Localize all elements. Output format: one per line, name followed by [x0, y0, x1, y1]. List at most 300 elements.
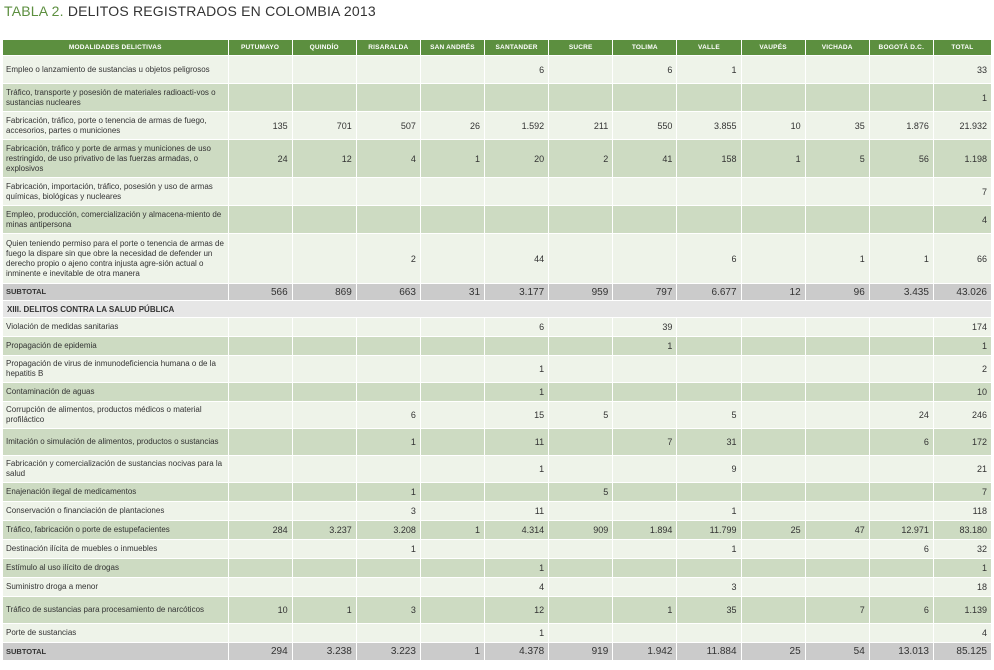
- value-cell: [228, 429, 292, 456]
- total-cell: 7: [933, 483, 991, 502]
- subtotal-label: SUBTOTAL: [3, 284, 229, 301]
- value-cell: 11.884: [677, 643, 741, 661]
- column-header: PUTUMAYO: [228, 40, 292, 56]
- crime-table: [2, 39, 992, 661]
- table-row: [3, 84, 992, 112]
- row-label: Destinación ilícita de muebles o inmuebles: [3, 540, 229, 559]
- value-cell: 1: [485, 383, 549, 402]
- value-cell: 1: [356, 483, 420, 502]
- value-cell: [228, 402, 292, 429]
- value-cell: [549, 318, 613, 337]
- value-cell: [420, 483, 484, 502]
- value-cell: [805, 578, 869, 597]
- value-cell: [292, 178, 356, 206]
- value-cell: [869, 624, 933, 643]
- value-cell: [869, 356, 933, 383]
- value-cell: 31: [420, 284, 484, 301]
- value-cell: 3.208: [356, 521, 420, 540]
- value-cell: [677, 206, 741, 234]
- value-cell: [292, 56, 356, 84]
- total-cell: 21.932: [933, 112, 991, 140]
- value-cell: [420, 383, 484, 402]
- value-cell: 3.223: [356, 643, 420, 661]
- value-cell: 566: [228, 284, 292, 301]
- table-row: [3, 429, 992, 456]
- value-cell: 26: [420, 112, 484, 140]
- value-cell: 41: [613, 140, 677, 178]
- value-cell: [741, 624, 805, 643]
- value-cell: [228, 540, 292, 559]
- value-cell: [420, 178, 484, 206]
- row-label: Tráfico de sustancias para procesamiento de narcóticos: [3, 597, 229, 624]
- value-cell: [485, 540, 549, 559]
- table-row: [3, 483, 992, 502]
- column-header: RISARALDA: [356, 40, 420, 56]
- value-cell: 47: [805, 521, 869, 540]
- value-cell: 7: [613, 429, 677, 456]
- value-cell: 6: [485, 56, 549, 84]
- row-label: Propagación de epidemia: [3, 337, 229, 356]
- value-cell: [741, 383, 805, 402]
- value-cell: 6: [613, 56, 677, 84]
- value-cell: [356, 206, 420, 234]
- total-cell: 1: [933, 559, 991, 578]
- table-row: [3, 578, 992, 597]
- value-cell: 158: [677, 140, 741, 178]
- value-cell: [292, 578, 356, 597]
- column-header: VALLE: [677, 40, 741, 56]
- value-cell: 1: [805, 234, 869, 284]
- subtotal-label: SUBTOTAL: [3, 643, 229, 661]
- table-row: [3, 140, 992, 178]
- value-cell: [228, 84, 292, 112]
- value-cell: 1: [420, 643, 484, 661]
- total-cell: 43.026: [933, 284, 991, 301]
- value-cell: [741, 84, 805, 112]
- row-label: Suministro droga a menor: [3, 578, 229, 597]
- value-cell: [549, 540, 613, 559]
- value-cell: [549, 429, 613, 456]
- value-cell: [805, 429, 869, 456]
- value-cell: 4: [485, 578, 549, 597]
- value-cell: [869, 84, 933, 112]
- total-cell: 2: [933, 356, 991, 383]
- value-cell: [420, 502, 484, 521]
- value-cell: [805, 502, 869, 521]
- value-cell: [485, 206, 549, 234]
- value-cell: [292, 84, 356, 112]
- value-cell: [677, 624, 741, 643]
- value-cell: [420, 578, 484, 597]
- value-cell: [741, 402, 805, 429]
- value-cell: [549, 178, 613, 206]
- total-cell: 10: [933, 383, 991, 402]
- value-cell: [420, 597, 484, 624]
- row-label: Porte de sustancias: [3, 624, 229, 643]
- value-cell: [228, 234, 292, 284]
- value-cell: [356, 559, 420, 578]
- value-cell: 6: [356, 402, 420, 429]
- total-cell: 1: [933, 337, 991, 356]
- value-cell: 44: [485, 234, 549, 284]
- value-cell: 3.177: [485, 284, 549, 301]
- value-cell: [805, 318, 869, 337]
- row-label: Fabricación, tráfico, porte o tenencia de armas de fuego, accesorios, partes o municiones: [3, 112, 229, 140]
- value-cell: [613, 502, 677, 521]
- value-cell: [613, 356, 677, 383]
- value-cell: 35: [805, 112, 869, 140]
- value-cell: [292, 456, 356, 483]
- value-cell: [356, 356, 420, 383]
- value-cell: [356, 578, 420, 597]
- value-cell: [549, 206, 613, 234]
- total-cell: 85.125: [933, 643, 991, 661]
- value-cell: [613, 624, 677, 643]
- total-cell: 4: [933, 206, 991, 234]
- value-cell: 1: [420, 521, 484, 540]
- value-cell: [485, 84, 549, 112]
- value-cell: 15: [485, 402, 549, 429]
- value-cell: 5: [805, 140, 869, 178]
- value-cell: [228, 483, 292, 502]
- row-label: Propagación de virus de inmunodeficiencia humana o de la hepatitis B: [3, 356, 229, 383]
- value-cell: [228, 559, 292, 578]
- value-cell: 1: [356, 540, 420, 559]
- value-cell: 54: [805, 643, 869, 661]
- value-cell: [805, 356, 869, 383]
- value-cell: 1: [356, 429, 420, 456]
- value-cell: 294: [228, 643, 292, 661]
- value-cell: 2: [549, 140, 613, 178]
- total-cell: 1.139: [933, 597, 991, 624]
- value-cell: 4.378: [485, 643, 549, 661]
- total-cell: 246: [933, 402, 991, 429]
- value-cell: [805, 206, 869, 234]
- value-cell: 11: [485, 429, 549, 456]
- value-cell: [228, 56, 292, 84]
- value-cell: [292, 383, 356, 402]
- table-row: [3, 559, 992, 578]
- value-cell: [228, 356, 292, 383]
- value-cell: [869, 206, 933, 234]
- value-cell: [613, 234, 677, 284]
- value-cell: 6: [869, 429, 933, 456]
- value-cell: [228, 502, 292, 521]
- value-cell: 959: [549, 284, 613, 301]
- value-cell: [420, 559, 484, 578]
- value-cell: 909: [549, 521, 613, 540]
- value-cell: [741, 318, 805, 337]
- value-cell: [356, 318, 420, 337]
- value-cell: [741, 456, 805, 483]
- value-cell: [228, 578, 292, 597]
- value-cell: 663: [356, 284, 420, 301]
- value-cell: [292, 356, 356, 383]
- table-row: [3, 318, 992, 337]
- total-cell: 83.180: [933, 521, 991, 540]
- value-cell: [869, 337, 933, 356]
- value-cell: [677, 337, 741, 356]
- value-cell: 3.435: [869, 284, 933, 301]
- value-cell: [613, 456, 677, 483]
- total-cell: 21: [933, 456, 991, 483]
- section-title: XIII. DELITOS CONTRA LA SALUD PÚBLICA: [3, 301, 992, 318]
- value-cell: [549, 597, 613, 624]
- table-body: [3, 56, 992, 661]
- total-cell: 66: [933, 234, 991, 284]
- value-cell: [485, 337, 549, 356]
- value-cell: 3: [356, 502, 420, 521]
- table-row: [3, 540, 992, 559]
- value-cell: 35: [677, 597, 741, 624]
- value-cell: [741, 559, 805, 578]
- table-row: [3, 178, 992, 206]
- value-cell: [420, 234, 484, 284]
- value-cell: [805, 456, 869, 483]
- row-label: Tráfico, fabricación o porte de estupefacientes: [3, 521, 229, 540]
- total-cell: 1.198: [933, 140, 991, 178]
- subtotal-row: [3, 284, 992, 301]
- value-cell: [613, 206, 677, 234]
- value-cell: 13.013: [869, 643, 933, 661]
- table-row: [3, 206, 992, 234]
- value-cell: [485, 483, 549, 502]
- column-header: TOTAL: [933, 40, 991, 56]
- table-row: [3, 402, 992, 429]
- value-cell: 1.942: [613, 643, 677, 661]
- value-cell: [805, 483, 869, 502]
- value-cell: [292, 206, 356, 234]
- value-cell: 10: [741, 112, 805, 140]
- value-cell: [741, 483, 805, 502]
- value-cell: [292, 318, 356, 337]
- value-cell: [420, 206, 484, 234]
- value-cell: 9: [677, 456, 741, 483]
- value-cell: [869, 483, 933, 502]
- value-cell: [420, 356, 484, 383]
- value-cell: [292, 402, 356, 429]
- value-cell: 11.799: [677, 521, 741, 540]
- row-label: Empleo o lanzamiento de sustancias u objetos peligrosos: [3, 56, 229, 84]
- value-cell: [805, 402, 869, 429]
- table-number: TABLA 2.: [4, 3, 64, 19]
- value-cell: [228, 624, 292, 643]
- value-cell: [356, 337, 420, 356]
- value-cell: [292, 429, 356, 456]
- value-cell: [805, 84, 869, 112]
- value-cell: [292, 234, 356, 284]
- table-row: [3, 356, 992, 383]
- value-cell: [228, 337, 292, 356]
- row-label: Estímulo al uso ilícito de drogas: [3, 559, 229, 578]
- total-cell: 174: [933, 318, 991, 337]
- value-cell: [741, 502, 805, 521]
- value-cell: 3.238: [292, 643, 356, 661]
- value-cell: 6: [677, 234, 741, 284]
- header-row: [3, 40, 992, 56]
- column-header: VAUPÉS: [741, 40, 805, 56]
- row-label: Tráfico, transporte y posesión de materiales radioacti-vos o sustancias nucleares: [3, 84, 229, 112]
- value-cell: [613, 383, 677, 402]
- value-cell: 507: [356, 112, 420, 140]
- table-row: [3, 456, 992, 483]
- table-row: [3, 597, 992, 624]
- total-cell: 32: [933, 540, 991, 559]
- value-cell: [420, 84, 484, 112]
- table-row: [3, 112, 992, 140]
- value-cell: 1.894: [613, 521, 677, 540]
- total-cell: 18: [933, 578, 991, 597]
- row-label: Fabricación y comercialización de sustancias nocivas para la salud: [3, 456, 229, 483]
- value-cell: [869, 318, 933, 337]
- value-cell: [869, 383, 933, 402]
- value-cell: 24: [228, 140, 292, 178]
- column-header: SUCRE: [549, 40, 613, 56]
- column-header: SAN ANDRÉS: [420, 40, 484, 56]
- value-cell: [869, 502, 933, 521]
- value-cell: 1: [485, 624, 549, 643]
- value-cell: [420, 318, 484, 337]
- value-cell: [741, 56, 805, 84]
- total-cell: 1: [933, 84, 991, 112]
- value-cell: 1: [485, 456, 549, 483]
- table-row: [3, 502, 992, 521]
- value-cell: [613, 578, 677, 597]
- value-cell: 701: [292, 112, 356, 140]
- column-header: TOLIMA: [613, 40, 677, 56]
- table-row: [3, 337, 992, 356]
- row-label: Corrupción de alimentos, productos médicos o material profiláctico: [3, 402, 229, 429]
- value-cell: 3.237: [292, 521, 356, 540]
- table-row: [3, 56, 992, 84]
- value-cell: 1.876: [869, 112, 933, 140]
- value-cell: [228, 206, 292, 234]
- value-cell: [485, 178, 549, 206]
- value-cell: [420, 540, 484, 559]
- value-cell: 284: [228, 521, 292, 540]
- value-cell: [677, 84, 741, 112]
- value-cell: 1: [292, 597, 356, 624]
- value-cell: 1.592: [485, 112, 549, 140]
- table-row: [3, 624, 992, 643]
- value-cell: [420, 429, 484, 456]
- value-cell: [292, 337, 356, 356]
- value-cell: [356, 178, 420, 206]
- value-cell: 2: [356, 234, 420, 284]
- value-cell: [549, 337, 613, 356]
- value-cell: 211: [549, 112, 613, 140]
- row-label: Violación de medidas sanitarias: [3, 318, 229, 337]
- value-cell: 1: [677, 56, 741, 84]
- value-cell: [228, 383, 292, 402]
- value-cell: [292, 540, 356, 559]
- value-cell: [741, 597, 805, 624]
- value-cell: [869, 559, 933, 578]
- value-cell: 6: [869, 597, 933, 624]
- value-cell: 7: [805, 597, 869, 624]
- value-cell: [420, 624, 484, 643]
- value-cell: [228, 456, 292, 483]
- value-cell: 12: [292, 140, 356, 178]
- value-cell: 10: [228, 597, 292, 624]
- value-cell: [549, 234, 613, 284]
- total-cell: 4: [933, 624, 991, 643]
- value-cell: [741, 178, 805, 206]
- value-cell: [805, 559, 869, 578]
- value-cell: [741, 206, 805, 234]
- value-cell: 1: [485, 356, 549, 383]
- value-cell: 3: [677, 578, 741, 597]
- value-cell: [805, 56, 869, 84]
- table-row: [3, 521, 992, 540]
- value-cell: [613, 402, 677, 429]
- value-cell: 25: [741, 521, 805, 540]
- value-cell: [292, 502, 356, 521]
- value-cell: 5: [549, 402, 613, 429]
- column-header: BOGOTÁ D.C.: [869, 40, 933, 56]
- row-label: Empleo, producción, comercialización y almacena-miento de minas antipersona: [3, 206, 229, 234]
- value-cell: 1: [677, 502, 741, 521]
- value-cell: 1: [869, 234, 933, 284]
- value-cell: 919: [549, 643, 613, 661]
- row-label: Quien teniendo permiso para el porte o tenencia de armas de fuego la dispare sin que obre la necesidad de defender un derecho propio o ajeno contra injusta agre-sión actual o inminente e inevitable de otra manera: [3, 234, 229, 284]
- value-cell: 56: [869, 140, 933, 178]
- value-cell: 39: [613, 318, 677, 337]
- table-row: [3, 234, 992, 284]
- value-cell: [869, 456, 933, 483]
- value-cell: 12: [741, 284, 805, 301]
- value-cell: [420, 402, 484, 429]
- value-cell: [549, 383, 613, 402]
- value-cell: [677, 483, 741, 502]
- row-label: Fabricación, importación, tráfico, posesión y uso de armas químicas, biológicas y nucleares: [3, 178, 229, 206]
- value-cell: [549, 456, 613, 483]
- value-cell: [805, 383, 869, 402]
- section-row: [3, 301, 992, 318]
- total-cell: 7: [933, 178, 991, 206]
- value-cell: [677, 559, 741, 578]
- value-cell: 12.971: [869, 521, 933, 540]
- value-cell: [805, 337, 869, 356]
- value-cell: [613, 540, 677, 559]
- value-cell: [677, 383, 741, 402]
- value-cell: [420, 456, 484, 483]
- value-cell: 3.855: [677, 112, 741, 140]
- value-cell: [741, 540, 805, 559]
- value-cell: 1: [741, 140, 805, 178]
- value-cell: [549, 56, 613, 84]
- row-label: Fabricación, tráfico y porte de armas y municiones de uso restringido, de uso privativo de las fuerzas armadas, o explosivos: [3, 140, 229, 178]
- row-label: Imitación o simulación de alimentos, productos o sustancias: [3, 429, 229, 456]
- value-cell: [869, 178, 933, 206]
- value-cell: [549, 624, 613, 643]
- value-cell: 31: [677, 429, 741, 456]
- subtotal-row: [3, 643, 992, 661]
- value-cell: 1: [613, 337, 677, 356]
- value-cell: [228, 178, 292, 206]
- value-cell: [741, 356, 805, 383]
- table-row: [3, 383, 992, 402]
- table-title: [4, 3, 376, 21]
- column-header: QUINDÍO: [292, 40, 356, 56]
- value-cell: 6: [869, 540, 933, 559]
- value-cell: [549, 502, 613, 521]
- value-cell: 135: [228, 112, 292, 140]
- value-cell: [613, 559, 677, 578]
- table-caption: DELITOS REGISTRADOS EN COLOMBIA 2013: [67, 3, 376, 19]
- value-cell: 11: [485, 502, 549, 521]
- value-cell: 1: [420, 140, 484, 178]
